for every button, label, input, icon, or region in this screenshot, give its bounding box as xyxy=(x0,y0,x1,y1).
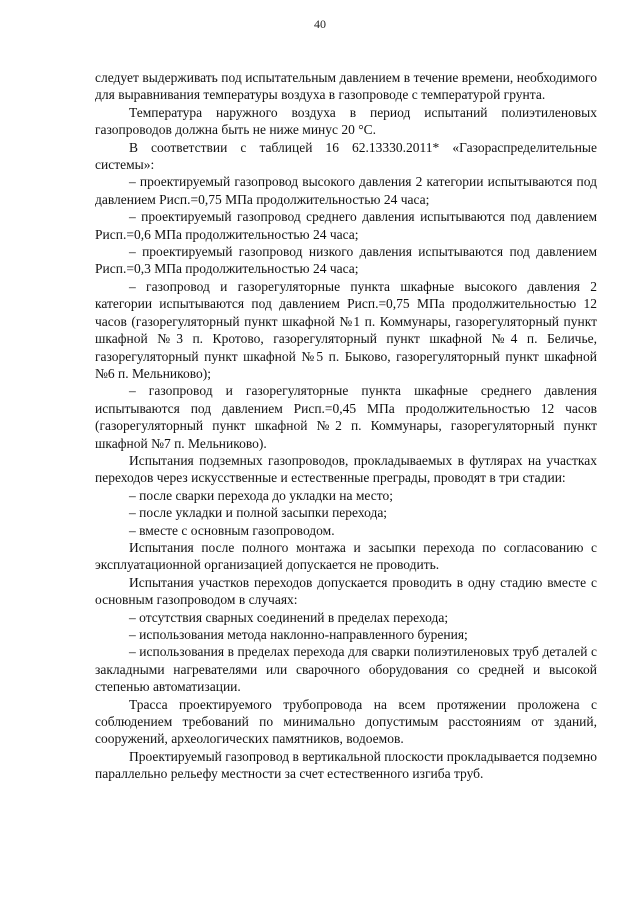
list-item: – проектируемый газопровод низкого давления испытываются под давлением Рисп.=0,3 МПа продолжительностью 24 часа; xyxy=(95,244,597,277)
list-item: – проектируемый газопровод среднего давления испытываются под давлением Рисп.=0,6 МПа продолжительностью 24 часа; xyxy=(95,209,597,242)
list-item: – газопровод и газорегуляторные пункта шкафные высокого давления 2 категории испытываются под давлением Рисп.=0,75 МПа продолжительностью 12 часов (газорегуляторный пункт шкафной №1 п. Коммунары, газорегуляторный пункт шкафной №3 п. Кротово, газорегуляторный пункт шкафной №4 п. Беличье, газорегуляторный пункт шкафной №5 п. Быково, газорегуляторный пункт шкафной №6 п. Мельниково); xyxy=(95,278,597,381)
paragraph: Температура наружного воздуха в период испытаний полиэтиленовых газопроводов должна быть не ниже минус 20 °С. xyxy=(95,104,597,138)
paragraph: Испытания участков переходов допускается проводить в одну стадию вместе с основным газопроводом в случаях: xyxy=(95,574,597,608)
list-item: – газопровод и газорегуляторные пункта шкафные среднего давления испытываются под давлением Рисп.=0,45 МПа продолжительностью 12 часов (газорегуляторный пункт шкафной №2 п. Коммунары, газорегуляторный пункт шкафной №7 п. Мельниково). xyxy=(95,383,597,451)
list-item: – после сварки перехода до укладки на место; xyxy=(129,487,393,503)
list-item: – проектируемый газопровод высокого давления 2 категории испытываются под давлением Рисп.=0,75 МПа продолжительностью 24 часа; xyxy=(95,174,597,207)
paragraph: Испытания после полного монтажа и засыпки перехода по согласованию с эксплуатационной организацией допускается не проводить. xyxy=(95,539,597,573)
paragraph: Испытания подземных газопроводов, прокладываемых в футлярах на участках переходов через искусственные и естественные преграды, проводят в три стадии: xyxy=(95,452,597,486)
list-item: – использования метода наклонно-направленного бурения; xyxy=(129,627,468,642)
paragraph: В соответствии с таблицей 16 62.13330.2011* «Газораспределительные системы»: xyxy=(95,139,597,173)
list-item: – использования в пределах перехода для сварки полиэтиленовых труб деталей с закладными нагревателями или сварочного оборудования со средней и высокой степенью автоматизации. xyxy=(95,644,597,695)
list-item: – после укладки и полной засыпки перехода; xyxy=(129,505,388,521)
paragraph: Трасса проектируемого трубопровода на всем протяжении проложена с соблюдением требований по минимально допустимым расстояниям от зданий, сооружений, археологических памятников, водоемов. xyxy=(95,696,597,747)
document-body xyxy=(95,69,597,783)
list-item: – отсутствия сварных соединений в пределах перехода; xyxy=(129,609,449,625)
paragraph: следует выдерживать под испытательным давлением в течение времени, необходимого для выравнивания температуры воздуха в газопроводе с температурой грунта. xyxy=(95,70,597,103)
paragraph: Проектируемый газопровод в вертикальной плоскости прокладывается подземно параллельно рельефу местности за счет естественного изгиба труб. xyxy=(95,748,597,782)
page-number: 40 xyxy=(314,17,326,31)
list-item: – вместе с основным газопроводом. xyxy=(129,522,335,538)
